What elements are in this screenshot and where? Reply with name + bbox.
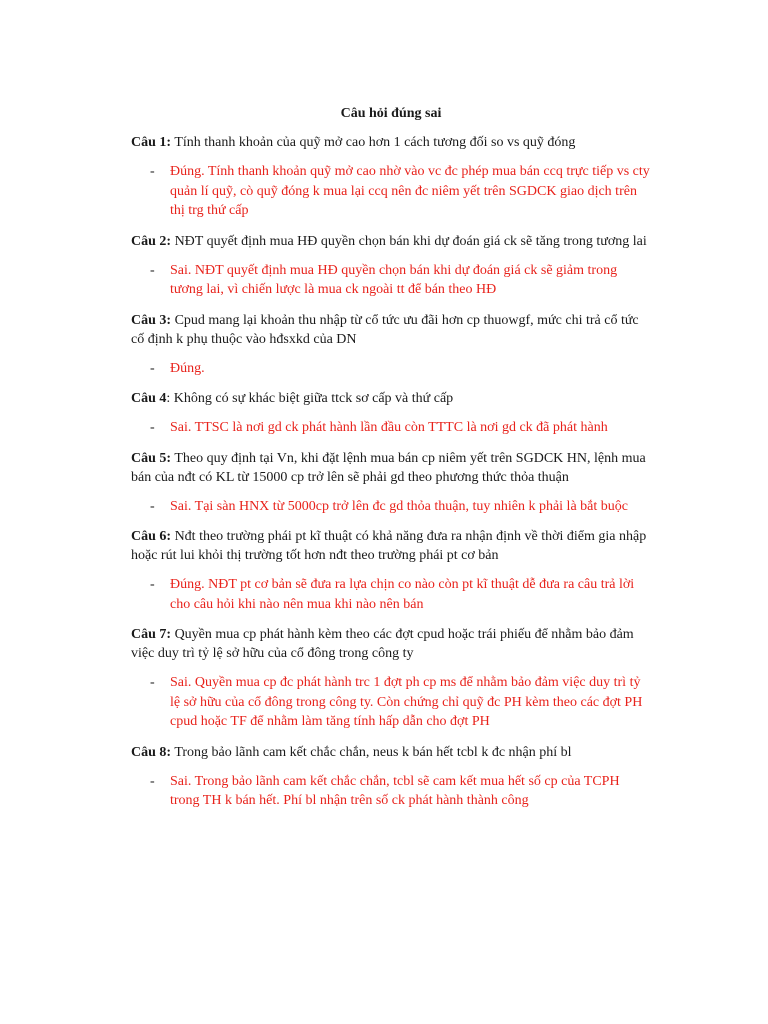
question-label: Câu 5: [131,450,172,466]
answer-3 [131,359,651,379]
answer-text: Sai. Quyền mua cp đc phát hành trc 1 đợt ph cp ms để nhằm bảo đảm việc duy trì tỷ lệ sở hữu của cổ đông trong công ty. Còn chứng chỉ quỹ đc PH kèm theo các đợt PH cpud hoặc TF để nhằm làm tăng tính hấp dẫn cho đợt PH [170,675,643,729]
question-7 [131,625,651,663]
answer-text: Sai. NĐT quyết định mua HĐ quyền chọn bán khi dự đoán giá ck sẽ giảm trong tương lai, vì chiến lược là mua ck ngoài tt để bán theo HĐ [170,262,618,297]
question-text: Trong bảo lãnh cam kết chắc chắn, neus k bán hết tcbl k đc nhận phí bl [174,744,572,760]
answer-text: Sai. TTSC là nơi gd ck phát hành lần đầu còn TTTC là nơi gd ck đã phát hành [170,420,608,435]
question-4 [131,389,651,408]
question-text: Nđt theo trường phái pt kĩ thuật có khả năng đưa ra nhận định về thời điểm gia nhập hoặc rút lui khỏi thị trường tốt hơn nđt theo trường phái pt cơ bản [131,529,647,563]
question-label: Câu 1: [131,135,172,150]
question-3 [131,311,651,349]
question-text: Theo quy định tại Vn, khi đặt lệnh mua bán cp niêm yết trên SGDCK HN, lệnh mua bán của nđt có KL từ 15000 cp trở lên sẽ phải gd theo phương thức thỏa thuận [131,450,646,485]
answer-6 [131,575,651,614]
question-label: Câu 7: [131,627,172,642]
question-6 [131,527,651,565]
bullet-dash-icon: - [150,675,155,690]
answer-text: Sai. Tại sàn HNX từ 5000cp trở lên đc gd thỏa thuận, tuy nhiên k phải là bắt buộc [170,498,628,514]
bullet-dash-icon: - [150,164,155,179]
question-text: Tính thanh khoản của quỹ mở cao hơn 1 cách tương đối so vs quỹ đóng [174,135,576,150]
page-title: Câu hỏi đúng sai [340,106,442,121]
question-text: : Không có sự khác biệt giữa ttck sơ cấp và thứ cấp [166,391,454,406]
question-label: Câu 6: [131,529,172,544]
question-8 [131,743,651,762]
answer-text: Sai. Trong bảo lãnh cam kết chắc chắn, tcbl sẽ cam kết mua hết số cp của TCPH trong TH k bán hết. Phí bl nhận trên số ck phát hành thành công [170,773,620,808]
document-body [131,104,651,822]
answer-4 [131,418,651,438]
bullet-dash-icon: - [150,498,155,514]
answer-2 [131,261,651,300]
answer-5 [131,497,651,517]
answer-text: Đúng. NĐT pt cơ bản sẽ đưa ra lựa chịn co nào còn pt kĩ thuật dễ đưa ra câu trả lời cho câu hỏi khi nào nên mua khi nào nên bán [170,577,635,612]
bullet-dash-icon: - [150,577,155,592]
question-label: Câu 8: [131,744,172,760]
question-label: Câu 4 [131,391,167,406]
question-1 [131,133,651,152]
question-label: Câu 3: [131,312,172,328]
bullet-dash-icon: - [150,360,155,376]
question-5 [131,449,651,487]
answer-8 [131,772,651,811]
answer-text: Đúng. Tính thanh khoản quỹ mở cao nhờ vào vc đc phép mua bán ccq trực tiếp vs cty quản lí quỹ, cò quỹ đóng k mua lại ccq nên đc niêm yết trên SGDCK giao dịch trên thị trg thứ cấp [170,164,650,218]
bullet-dash-icon: - [150,262,155,278]
answer-text: Đúng. [170,360,205,376]
question-text: NĐT quyết định mua HĐ quyền chọn bán khi dự đoán giá ck sẽ tăng trong tương lai [174,233,647,249]
question-text: Quyền mua cp phát hành kèm theo các đợt cpud hoặc trái phiếu để nhằm bảo đảm việc duy trì tỷ lệ sở hữu của cổ đông trong công ty [131,627,634,661]
bullet-dash-icon: - [150,420,155,435]
question-2 [131,232,651,251]
question-label: Câu 2: [131,233,172,249]
question-text: Cpud mang lại khoản thu nhập từ cổ tức ưu đãi hơn cp thuowgf, mức chi trả cổ tức cố định k phụ thuộc vào hđsxkd của DN [131,312,639,347]
bullet-dash-icon: - [150,773,155,789]
answer-7 [131,673,651,732]
answer-1 [131,162,651,221]
